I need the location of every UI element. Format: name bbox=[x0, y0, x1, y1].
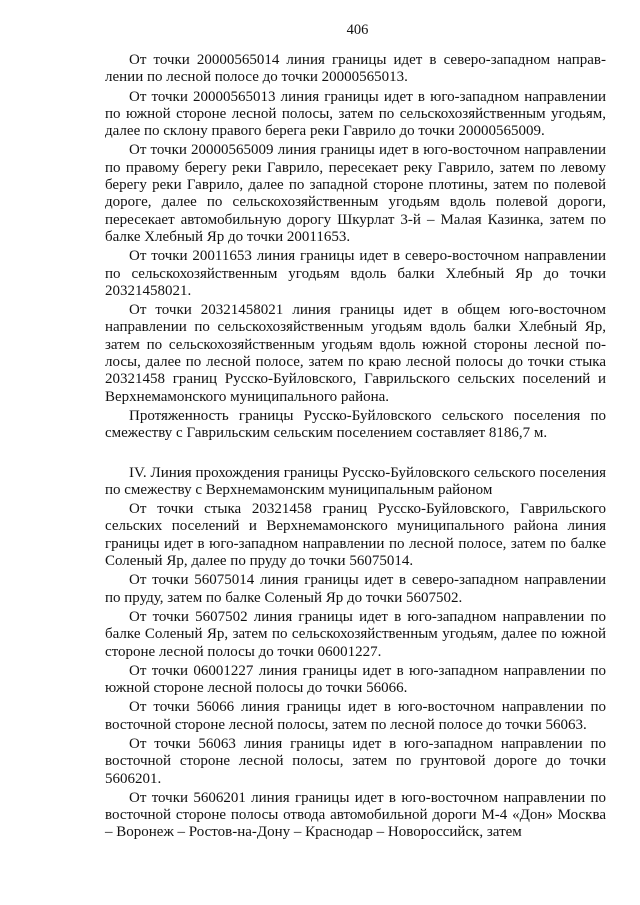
paragraph: От точки 56063 линия границы идет в юго-западном направлении по восточной стороне лесной полосы, затем по грунтовой дороге до точки 5606201. bbox=[105, 735, 606, 787]
section-gavrilskoe-border bbox=[105, 52, 606, 443]
paragraph: От точки 06001227 линия границы идет в юго-западном направлении по южной стороне лесной полосы до точки 56066. bbox=[105, 662, 606, 697]
paragraph: От точки стыка 20321458 границ Русско-Буйловского, Гаврильского сельских поселений и Верхнемамонского муниципального района линия границы идет в юго-западном направлении по лесной полосе, затем по балке Соленый Яр, далее по пруду до точки 56075014. bbox=[105, 501, 606, 570]
paragraph: От точки 20000565014 линия границы идет в северо-западном направлении по лесной полосе до точки 20000565013. bbox=[105, 52, 606, 86]
page-number: 406 bbox=[346, 22, 369, 38]
paragraph: От точки 5607502 линия границы идет в юго-западном направлении по балке Соленый Яр, затем по сельскохозяйственным угодьям, далее по южной стороне лесной полосы до точки 06001227. bbox=[105, 608, 606, 660]
paragraph: От точки 56075014 линия границы идет в северо-западном направлении по пруду, затем по балке Соленый Яр до точки 5607502. bbox=[105, 572, 606, 606]
paragraph: От точки 56066 линия границы идет в юго-восточном направлении по восточной стороне лесной полосы, затем по лесной полосе до точки 56063. bbox=[105, 699, 606, 733]
paragraph: От точки 5606201 линия границы идет в юго-восточном направлении по восточной стороне полосы отвода автомобильной дороги М-4 «Дон» Москва – Воронеж – Ростов-на-Дону – Краснодар – Новороссийск, затем bbox=[105, 789, 606, 841]
paragraph: От точки 20011653 линия границы идет в северо-восточном направлении по сельскохозяйственным угодьям вдоль балки Хлебный Яр до точки 20321458021. bbox=[105, 248, 606, 299]
paragraph: От точки 20000565009 линия границы идет в юго-восточном направлении по правому берегу реки Гаврило, пересекает реку Гаврило, затем по левому берегу реки Гаврило, далее по западной стороне плотины, затем по полевой дороге, далее по сельскохозяйственным угодьям вдоль полевой дороги, пересекает автомобильную дорогу Шкурлат 3-й – Малая Казинка, затем по балке Хлебный Яр до точки 20011653. bbox=[105, 142, 606, 245]
paragraph: От точки 20000565013 линия границы идет в юго-западном направлении по южной стороне лесной полосы, затем по сельскохозяйственным угодьям, далее по склону правого берега реки Гаврило до точки 20000565009. bbox=[105, 88, 606, 140]
paragraph: От точки 20321458021 линия границы идет в общем юго-восточном направлении по сельскохозяйственным угодьям вдоль балки Хлебный Яр, затем по сельскохозяйственным угодьям вдоль южной стороны лесной полосы, далее по лесной полосе, затем по краю лесной полосы до точки стыка 20321458 границ Русско-Буйловского, Гаврильского сельских поселений и Верхнемамонского муниципального района. bbox=[105, 302, 606, 405]
section-verkhnemamonsky-border bbox=[105, 465, 606, 842]
section-heading: IV. Линия прохождения границы Русско-Буйловского сельского поселения по смежеству с Верхнемамонским муниципальным районом bbox=[105, 464, 606, 498]
border-length-paragraph: Протяженность границы Русско-Буйловского сельского поселения по смежеству с Гаврильским сельским поселением составляет 8186,7 м. bbox=[105, 407, 606, 442]
